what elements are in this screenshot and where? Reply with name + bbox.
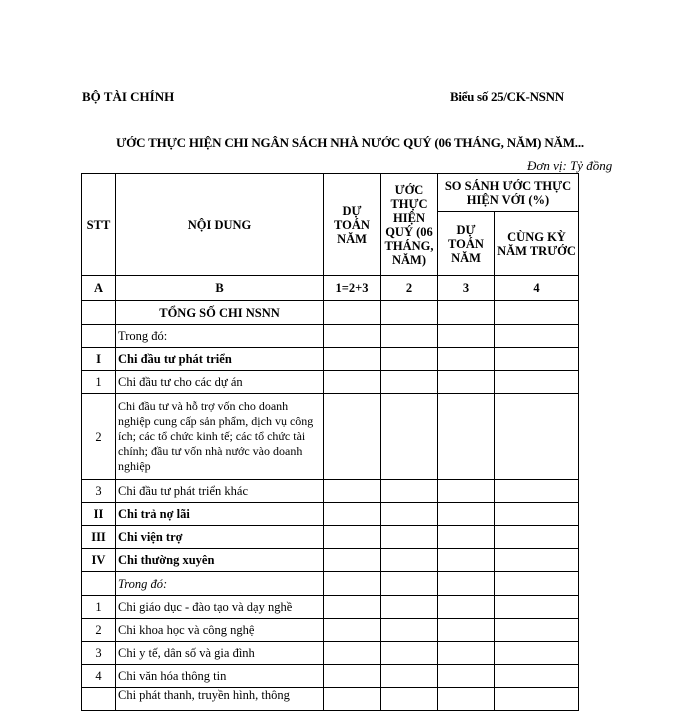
col-stt: STT <box>82 174 116 276</box>
col-vs-last-year: CÙNG KỲ NĂM TRƯỚC <box>495 212 579 276</box>
table-row <box>82 348 579 371</box>
stt-cell: IV <box>82 549 116 572</box>
content-cell: Chi văn hóa thông tin <box>116 665 324 688</box>
unit-label: Đơn vị: Tỷ đồng <box>527 158 613 173</box>
table-row <box>82 325 579 348</box>
content-cell: Trong đó: <box>116 572 324 596</box>
code-row <box>82 276 579 301</box>
content-cell: Trong đó: <box>116 325 324 348</box>
content-cell: Chi thường xuyên <box>116 549 324 572</box>
table-row <box>82 596 579 619</box>
content-cell: Chi phát thanh, truyền hình, thông <box>116 688 324 711</box>
content-cell: Chi trả nợ lãi <box>116 503 324 526</box>
table-row <box>82 394 579 480</box>
content-cell: Chi viện trợ <box>116 526 324 549</box>
code-cell: 3 <box>438 276 495 301</box>
code-cell: 2 <box>381 276 438 301</box>
table-row <box>82 688 579 711</box>
col-estimate: DỰ TOÁN NĂM <box>324 174 381 276</box>
table-row <box>82 480 579 503</box>
stt-cell <box>82 688 116 711</box>
stt-cell: 2 <box>82 394 116 480</box>
table-row <box>82 665 579 688</box>
stt-cell: III <box>82 526 116 549</box>
stt-cell: 2 <box>82 619 116 642</box>
stt-cell: 4 <box>82 665 116 688</box>
table-row <box>82 572 579 596</box>
header-row-1 <box>82 174 579 212</box>
content-cell: Chi giáo dục - đào tạo và dạy nghề <box>116 596 324 619</box>
col-actual: ƯỚC THỰC HIỆN QUÝ (06 THÁNG, NĂM) <box>381 174 438 276</box>
code-cell: 4 <box>495 276 579 301</box>
stt-cell <box>82 572 116 596</box>
stt-cell: I <box>82 348 116 371</box>
stt-cell: 1 <box>82 596 116 619</box>
col-vs-estimate: DỰ TOÁN NĂM <box>438 212 495 276</box>
col-content: NỘI DUNG <box>116 174 324 276</box>
stt-cell: II <box>82 503 116 526</box>
content-cell: Chi đầu tư phát triển khác <box>116 480 324 503</box>
code-cell: A <box>82 276 116 301</box>
stt-cell: 3 <box>82 642 116 665</box>
code-cell: B <box>116 276 324 301</box>
content-cell: Chi y tế, dân số và gia đình <box>116 642 324 665</box>
table-row <box>82 526 579 549</box>
table-row <box>82 642 579 665</box>
col-compare: SO SÁNH ƯỚC THỰC HIỆN VỚI (%) <box>438 174 579 212</box>
stt-cell: 1 <box>82 371 116 394</box>
code-cell: 1=2+3 <box>324 276 381 301</box>
agency-name: BỘ TÀI CHÍNH <box>82 89 175 104</box>
form-number: Biểu số 25/CK-NSNN <box>450 89 564 104</box>
content-cell: Chi đầu tư phát triển <box>116 348 324 371</box>
budget-table <box>81 173 579 711</box>
stt-cell: 3 <box>82 480 116 503</box>
content-cell: Chi đầu tư cho các dự án <box>116 371 324 394</box>
content-cell: Chi khoa học và công nghệ <box>116 619 324 642</box>
content-cell: Chi đầu tư và hỗ trợ vốn cho doanh nghiệp cung cấp sản phẩm, dịch vụ công ích; các tổ chức kinh tế; các tổ chức tài chính; đầu tư vốn nhà nước vào doanh nghiệp <box>116 394 324 480</box>
report-title: ƯỚC THỰC HIỆN CHI NGÂN SÁCH NHÀ NƯỚC QUÝ (06 THÁNG, NĂM) NĂM... <box>116 135 584 150</box>
table-row <box>82 549 579 572</box>
content-cell: TỔNG SỐ CHI NSNN <box>116 301 324 325</box>
table-row <box>82 301 579 325</box>
stt-cell <box>82 325 116 348</box>
stt-cell <box>82 301 116 325</box>
table-row <box>82 619 579 642</box>
table-row <box>82 503 579 526</box>
table-row <box>82 371 579 394</box>
